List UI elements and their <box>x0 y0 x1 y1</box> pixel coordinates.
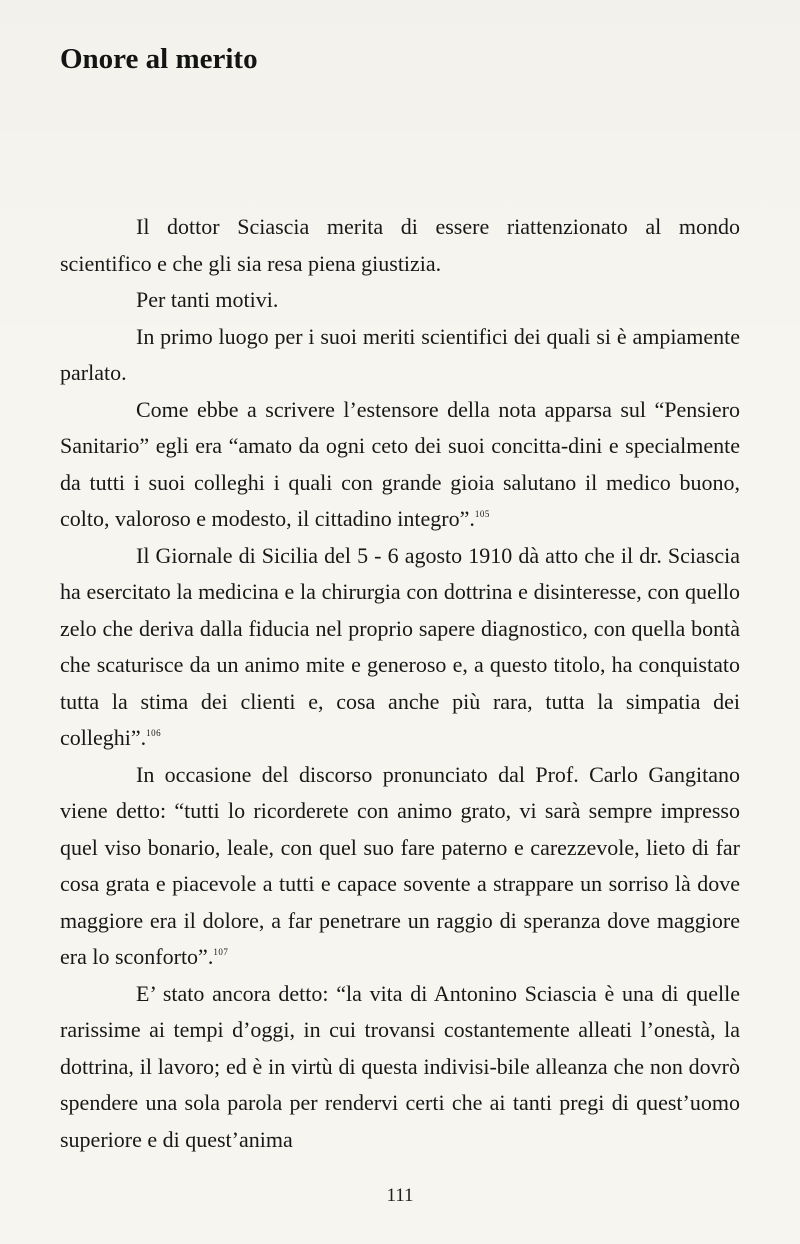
paragraph-1 <box>60 209 740 282</box>
paragraph-text: E’ stato ancora detto: “la vita di Antonino Sciascia è una di quelle rarissime ai tempi d’oggi, in cui trovansi costantemente alleati l’onestà, la dottrina, il lavoro; ed è in virtù di questa indivisi-bile alleanza che non dovrò spendere una sola parola per rendervi certi che ai tanti pregi di quest’uomo superiore e di quest’anima <box>60 980 740 1152</box>
paragraph-4 <box>60 392 740 538</box>
paragraph-text: In primo luogo per i suoi meriti scientifici dei quali si è ampiamente parlato. <box>60 323 740 385</box>
paragraph-3 <box>60 319 740 392</box>
paragraph-7 <box>60 976 740 1159</box>
chapter-heading: Onore al merito <box>60 43 258 75</box>
footnote-marker: 107 <box>213 947 229 957</box>
paragraph-text: Il dottor Sciascia merita di essere riattenzionato al mondo scientifico e che gli sia resa piena giustizia. <box>60 214 740 276</box>
paragraph-text: In occasione del discorso pronunciato dal Prof. Carlo Gangitano viene detto: “tutti lo ricorderete con animo grato, vi sarà sempre impresso quel viso bonario, leale, con quel suo fare paterno e carezzevole, lieto di far cosa grata e piacevole a tutti e capace sovente a strappare un sorriso là dove maggiore era il dolore, a far penetrare un raggio di speranza dove maggiore era lo sconforto”. <box>60 761 740 969</box>
paragraph-2 <box>60 282 740 319</box>
paragraph-text: Come ebbe a scrivere l’estensore della nota apparsa sul “Pensiero Sanitario” egli era “amato da ogni ceto dei suoi concitta-dini e specialmente da tutti i suoi colleghi i quali con grande gioia salutano il medico buono, colto, valoroso e modesto, il cittadino integro”. <box>60 396 740 531</box>
body-text <box>60 209 740 1158</box>
paragraph-5 <box>60 538 740 757</box>
paragraph-6 <box>60 757 740 976</box>
page-number: 111 <box>386 1185 414 1206</box>
footnote-marker: 106 <box>146 728 162 738</box>
paragraph-text: Per tanti motivi. <box>136 287 279 312</box>
footnote-marker: 105 <box>474 509 490 519</box>
paragraph-text: Il Giornale di Sicilia del 5 - 6 agosto 1910 dà atto che il dr. Sciascia ha esercitato la medicina e la chirurgia con dottrina e disinteresse, con quello zelo che deriva dalla fiducia nel proprio sapere diagnostico, con quella bontà che scaturisce da un animo mite e generoso e, a questo titolo, ha conquistato tutta la stima dei clienti e, cosa anche più rara, tutta la simpatia dei colleghi”. <box>60 542 740 750</box>
